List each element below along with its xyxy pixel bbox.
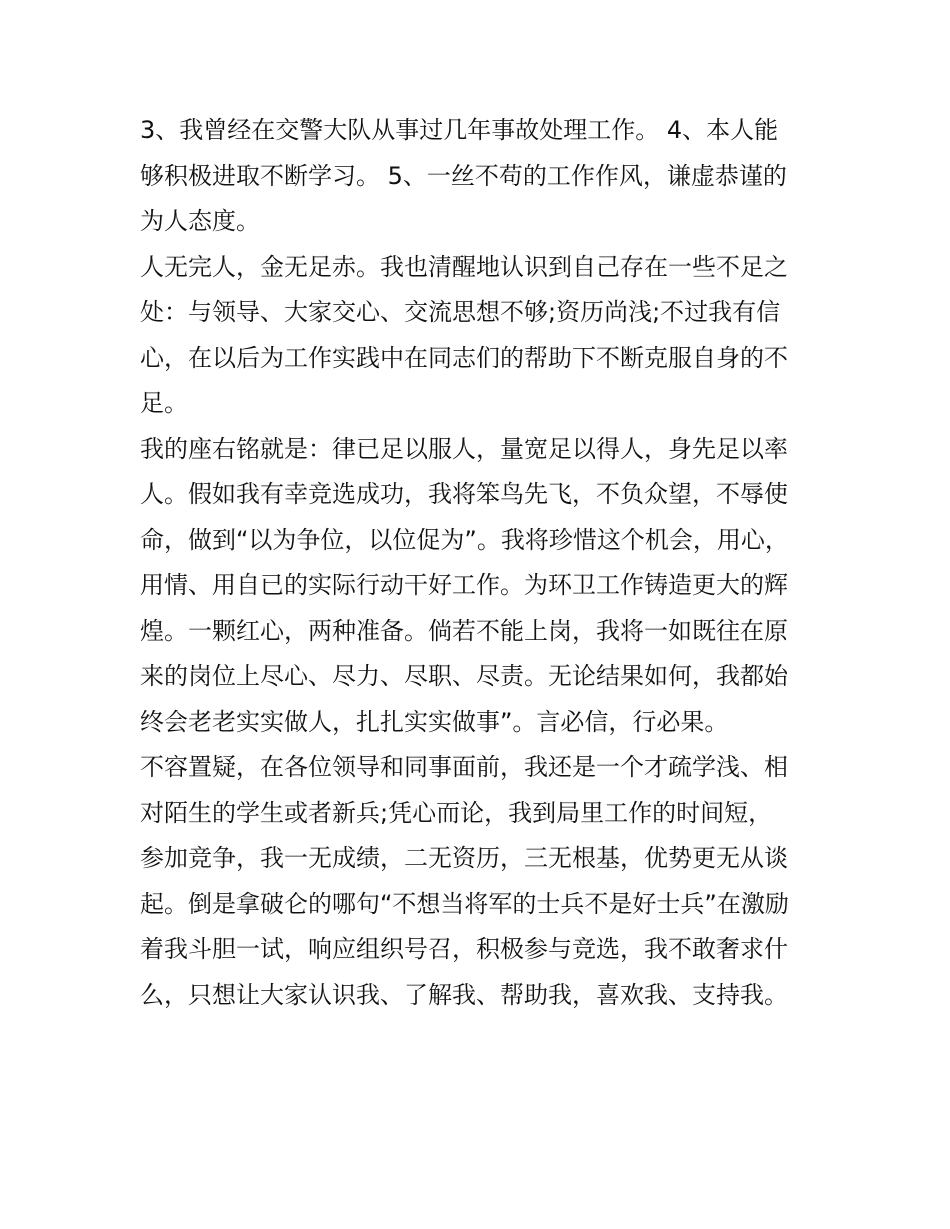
text-line: 人。假如我有幸竞选成功，我将笨鸟先飞，不负众望，不辱使: [140, 480, 788, 508]
text-line: 不容置疑，在各位领导和同事面前，我还是一个才疏学浅、相: [140, 753, 788, 781]
text-line: 用情、用自已的实际行动干好工作。为环卫工作铸造更大的辉: [140, 571, 788, 599]
text-line: 着我斗胆一试，响应组织号召，积极参与竞选，我不敢奢求什: [140, 935, 788, 963]
text-line: 人无完人，金无足赤。我也清醒地认识到自己存在一些不足之: [140, 252, 788, 281]
text-line: 足。: [140, 389, 188, 417]
text-line: 够积极进取不断学习。 5、一丝不苟的工作作风，谦虚恭谨的: [140, 161, 787, 190]
text-line: 参加竞争，我一无成绩，二无资历，三无根基，优势更无从谈: [140, 844, 788, 872]
text-line: 煌。一颗红心，两种准备。倘若不能上岗，我将一如既往在原: [140, 616, 788, 645]
text-line: 对陌生的学生或者新兵;凭心而论，我到局里工作的时间短，: [140, 798, 773, 827]
text-line: 心，在以后为工作实践中在同志们的帮助下不断克服自身的不: [140, 343, 788, 372]
text-line: 3、我曾经在交警大队从事过几年事故处理工作。 4、本人能: [140, 116, 779, 144]
text-line: 么，只想让大家认识我、了解我、帮助我，喜欢我、支持我。: [140, 980, 788, 1009]
text-line: 为人态度。: [140, 207, 260, 235]
text-line: 起。倒是拿破仑的哪句“不想当将军的士兵不是好士兵”在激励: [140, 889, 789, 918]
text-line: 终会老老实实做人，扎扎实实做事”。言必信，行必果。: [140, 707, 729, 736]
text-line: 来的岗位上尽心、尽力、尽职、尽责。无论结果如何，我都始: [140, 662, 788, 690]
document-body: [140, 108, 820, 1018]
text-line: 我的座右铭就是：律已足以服人，量宽足以得人，身先足以率: [140, 434, 788, 463]
text-line: 命，做到“以为争位，以位促为”。我将珍惜这个机会，用心，: [140, 525, 789, 554]
text-line: 处：与领导、大家交心、交流思想不够;资历尚浅;不过我有信: [140, 298, 781, 326]
